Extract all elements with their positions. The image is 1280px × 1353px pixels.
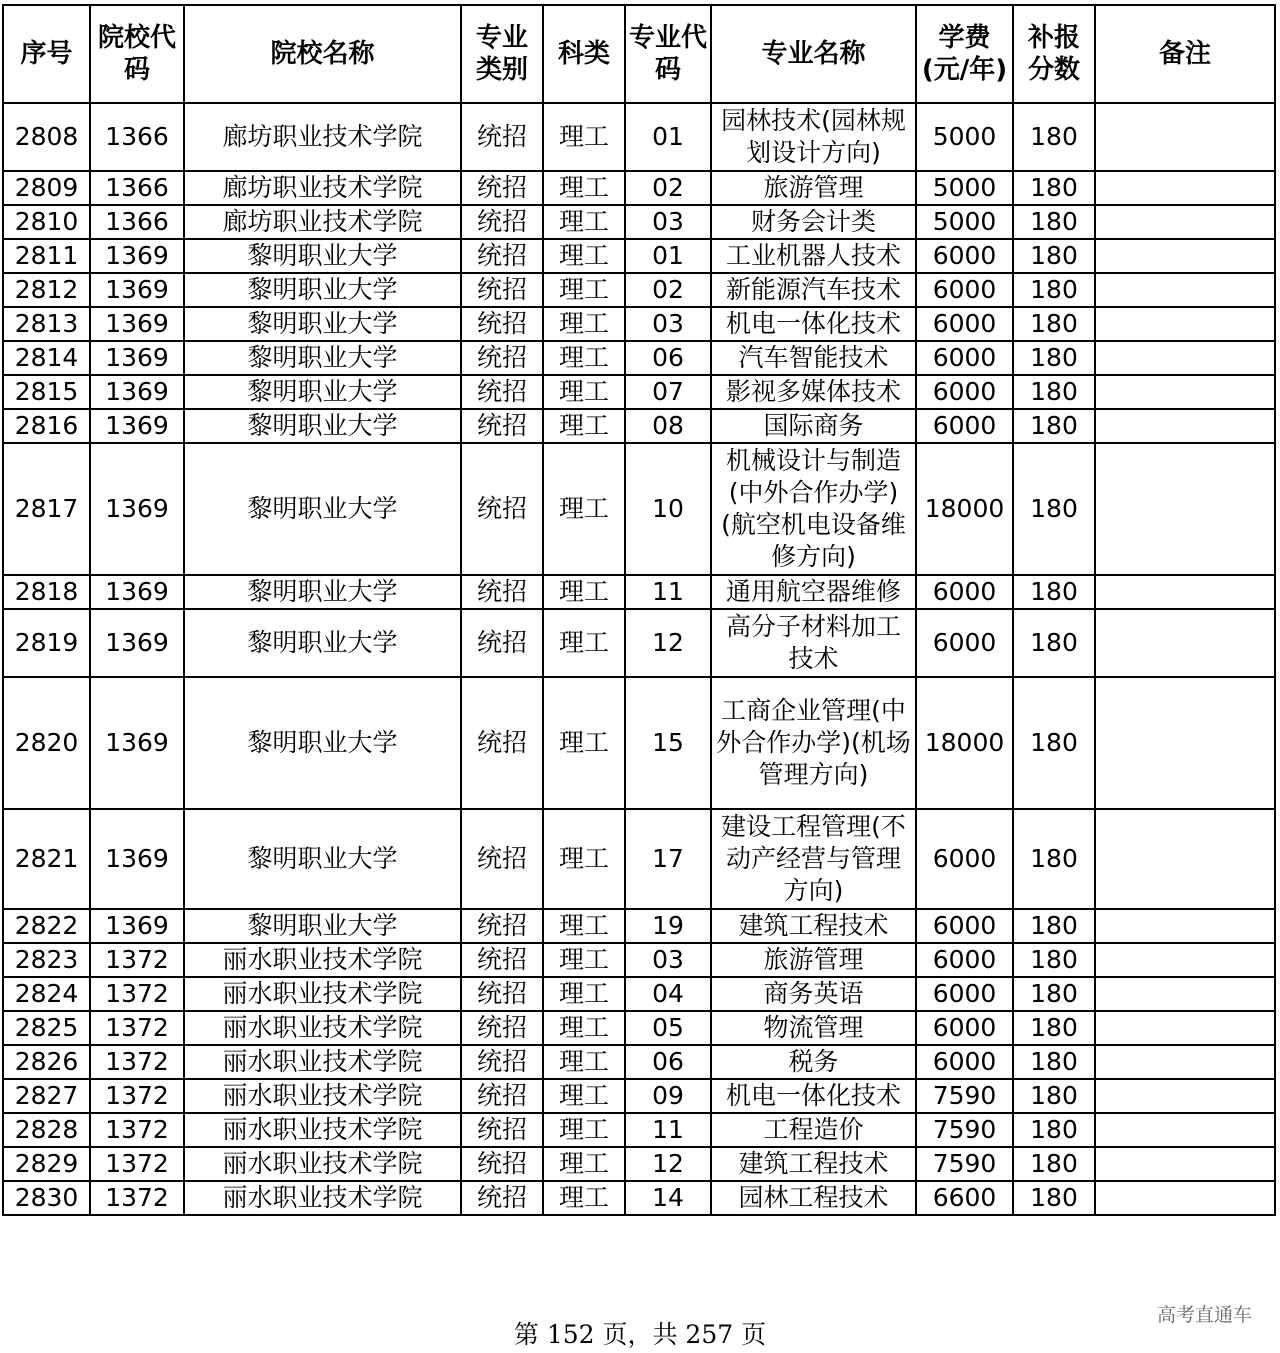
remark-cell xyxy=(1095,205,1275,239)
seq-cell: 2826 xyxy=(3,1045,90,1079)
tuition-cell: 6000 xyxy=(916,409,1013,443)
tuition-cell: 18000 xyxy=(916,677,1013,809)
major-code-cell: 02 xyxy=(625,171,711,205)
admission-table xyxy=(2,4,1276,1216)
major-name-cell: 高分子材料加工技术 xyxy=(711,609,916,677)
subject-cell: 理工 xyxy=(543,809,625,909)
school-name-cell: 黎明职业大学 xyxy=(184,307,461,341)
major-name-cell: 建筑工程技术 xyxy=(711,909,916,943)
tuition-cell: 6000 xyxy=(916,341,1013,375)
school-code-cell: 1369 xyxy=(90,239,184,273)
major-code-cell: 19 xyxy=(625,909,711,943)
score-cell: 180 xyxy=(1013,1147,1095,1181)
seq-cell: 2829 xyxy=(3,1147,90,1181)
table-body xyxy=(3,103,1275,1215)
major-code-cell: 15 xyxy=(625,677,711,809)
category-cell: 统招 xyxy=(461,171,543,205)
remark-cell xyxy=(1095,609,1275,677)
school-code-cell: 1372 xyxy=(90,943,184,977)
score-cell: 180 xyxy=(1013,341,1095,375)
school-code-cell: 1372 xyxy=(90,1079,184,1113)
table-row xyxy=(3,171,1275,205)
category-cell: 统招 xyxy=(461,103,543,171)
score-cell: 180 xyxy=(1013,575,1095,609)
remark-cell xyxy=(1095,409,1275,443)
table-row xyxy=(3,409,1275,443)
seq-cell: 2814 xyxy=(3,341,90,375)
category-cell: 统招 xyxy=(461,677,543,809)
subject-cell: 理工 xyxy=(543,375,625,409)
subject-cell: 理工 xyxy=(543,1045,625,1079)
school-code-cell: 1366 xyxy=(90,171,184,205)
remark-cell xyxy=(1095,443,1275,575)
tuition-cell: 5000 xyxy=(916,103,1013,171)
table-row xyxy=(3,103,1275,171)
school-code-cell: 1369 xyxy=(90,273,184,307)
school-name-cell: 丽水职业技术学院 xyxy=(184,943,461,977)
major-name-cell: 园林工程技术 xyxy=(711,1181,916,1215)
category-cell: 统招 xyxy=(461,1011,543,1045)
tuition-cell: 7590 xyxy=(916,1147,1013,1181)
header-cell: 院校代码 xyxy=(90,5,184,103)
major-code-cell: 11 xyxy=(625,575,711,609)
table-row xyxy=(3,943,1275,977)
school-code-cell: 1369 xyxy=(90,575,184,609)
subject-cell: 理工 xyxy=(543,103,625,171)
major-name-cell: 机电一体化技术 xyxy=(711,1079,916,1113)
score-cell: 180 xyxy=(1013,1079,1095,1113)
school-code-cell: 1369 xyxy=(90,307,184,341)
score-cell: 180 xyxy=(1013,171,1095,205)
category-cell: 统招 xyxy=(461,809,543,909)
seq-cell: 2809 xyxy=(3,171,90,205)
remark-cell xyxy=(1095,1181,1275,1215)
school-code-cell: 1372 xyxy=(90,1045,184,1079)
remark-cell xyxy=(1095,1113,1275,1147)
score-cell: 180 xyxy=(1013,1045,1095,1079)
seq-cell: 2813 xyxy=(3,307,90,341)
school-code-cell: 1369 xyxy=(90,909,184,943)
table-row xyxy=(3,239,1275,273)
header-cell: 备注 xyxy=(1095,5,1275,103)
school-name-cell: 黎明职业大学 xyxy=(184,809,461,909)
school-code-cell: 1372 xyxy=(90,1181,184,1215)
major-name-cell: 国际商务 xyxy=(711,409,916,443)
school-name-cell: 丽水职业技术学院 xyxy=(184,977,461,1011)
category-cell: 统招 xyxy=(461,375,543,409)
school-code-cell: 1369 xyxy=(90,809,184,909)
school-name-cell: 黎明职业大学 xyxy=(184,409,461,443)
school-code-cell: 1369 xyxy=(90,443,184,575)
major-code-cell: 17 xyxy=(625,809,711,909)
major-code-cell: 04 xyxy=(625,977,711,1011)
remark-cell xyxy=(1095,307,1275,341)
subject-cell: 理工 xyxy=(543,307,625,341)
score-cell: 180 xyxy=(1013,205,1095,239)
school-name-cell: 廊坊职业技术学院 xyxy=(184,171,461,205)
subject-cell: 理工 xyxy=(543,943,625,977)
header-cell: 科类 xyxy=(543,5,625,103)
major-code-cell: 07 xyxy=(625,375,711,409)
major-name-cell: 物流管理 xyxy=(711,1011,916,1045)
header-cell: 补报分数 xyxy=(1013,5,1095,103)
major-name-cell: 旅游管理 xyxy=(711,943,916,977)
school-name-cell: 黎明职业大学 xyxy=(184,341,461,375)
school-name-cell: 丽水职业技术学院 xyxy=(184,1011,461,1045)
major-code-cell: 09 xyxy=(625,1079,711,1113)
header-cell: 院校名称 xyxy=(184,5,461,103)
table-row xyxy=(3,977,1275,1011)
major-code-cell: 12 xyxy=(625,609,711,677)
school-name-cell: 廊坊职业技术学院 xyxy=(184,205,461,239)
score-cell: 180 xyxy=(1013,1011,1095,1045)
school-code-cell: 1366 xyxy=(90,103,184,171)
seq-cell: 2817 xyxy=(3,443,90,575)
score-cell: 180 xyxy=(1013,809,1095,909)
tuition-cell: 6000 xyxy=(916,575,1013,609)
tuition-cell: 7590 xyxy=(916,1079,1013,1113)
seq-cell: 2815 xyxy=(3,375,90,409)
major-code-cell: 03 xyxy=(625,943,711,977)
score-cell: 180 xyxy=(1013,273,1095,307)
tuition-cell: 6000 xyxy=(916,909,1013,943)
category-cell: 统招 xyxy=(461,1079,543,1113)
table-row xyxy=(3,1079,1275,1113)
subject-cell: 理工 xyxy=(543,1113,625,1147)
score-cell: 180 xyxy=(1013,1113,1095,1147)
page-footer: 第 152 页，共 257 页 xyxy=(513,1320,767,1349)
table-row xyxy=(3,1181,1275,1215)
category-cell: 统招 xyxy=(461,1113,543,1147)
tuition-cell: 5000 xyxy=(916,171,1013,205)
tuition-cell: 6000 xyxy=(916,809,1013,909)
school-name-cell: 黎明职业大学 xyxy=(184,273,461,307)
score-cell: 180 xyxy=(1013,1181,1095,1215)
score-cell: 180 xyxy=(1013,103,1095,171)
major-code-cell: 12 xyxy=(625,1147,711,1181)
category-cell: 统招 xyxy=(461,341,543,375)
remark-cell xyxy=(1095,273,1275,307)
seq-cell: 2824 xyxy=(3,977,90,1011)
major-name-cell: 机电一体化技术 xyxy=(711,307,916,341)
seq-cell: 2818 xyxy=(3,575,90,609)
major-name-cell: 建设工程管理(不动产经营与管理方向) xyxy=(711,809,916,909)
subject-cell: 理工 xyxy=(543,239,625,273)
subject-cell: 理工 xyxy=(543,443,625,575)
major-name-cell: 建筑工程技术 xyxy=(711,1147,916,1181)
major-code-cell: 06 xyxy=(625,1045,711,1079)
table-row xyxy=(3,273,1275,307)
major-name-cell: 财务会计类 xyxy=(711,205,916,239)
remark-cell xyxy=(1095,809,1275,909)
subject-cell: 理工 xyxy=(543,1181,625,1215)
remark-cell xyxy=(1095,1011,1275,1045)
table-row xyxy=(3,575,1275,609)
subject-cell: 理工 xyxy=(543,205,625,239)
major-code-cell: 06 xyxy=(625,341,711,375)
category-cell: 统招 xyxy=(461,943,543,977)
remark-cell xyxy=(1095,943,1275,977)
seq-cell: 2819 xyxy=(3,609,90,677)
school-name-cell: 丽水职业技术学院 xyxy=(184,1079,461,1113)
school-code-cell: 1369 xyxy=(90,409,184,443)
category-cell: 统招 xyxy=(461,273,543,307)
major-name-cell: 工程造价 xyxy=(711,1113,916,1147)
subject-cell: 理工 xyxy=(543,575,625,609)
category-cell: 统招 xyxy=(461,575,543,609)
school-code-cell: 1369 xyxy=(90,375,184,409)
seq-cell: 2825 xyxy=(3,1011,90,1045)
table-row xyxy=(3,443,1275,575)
major-code-cell: 01 xyxy=(625,103,711,171)
table-row xyxy=(3,1147,1275,1181)
subject-cell: 理工 xyxy=(543,609,625,677)
school-name-cell: 丽水职业技术学院 xyxy=(184,1181,461,1215)
remark-cell xyxy=(1095,1045,1275,1079)
major-code-cell: 05 xyxy=(625,1011,711,1045)
major-name-cell: 旅游管理 xyxy=(711,171,916,205)
table-row xyxy=(3,809,1275,909)
school-code-cell: 1369 xyxy=(90,341,184,375)
tuition-cell: 6000 xyxy=(916,943,1013,977)
header-cell: 学费(元/年) xyxy=(916,5,1013,103)
remark-cell xyxy=(1095,171,1275,205)
major-code-cell: 02 xyxy=(625,273,711,307)
seq-cell: 2828 xyxy=(3,1113,90,1147)
score-cell: 180 xyxy=(1013,375,1095,409)
subject-cell: 理工 xyxy=(543,409,625,443)
table-row xyxy=(3,677,1275,809)
major-name-cell: 新能源汽车技术 xyxy=(711,273,916,307)
school-name-cell: 丽水职业技术学院 xyxy=(184,1113,461,1147)
table-row xyxy=(3,609,1275,677)
tuition-cell: 18000 xyxy=(916,443,1013,575)
seq-cell: 2820 xyxy=(3,677,90,809)
school-name-cell: 黎明职业大学 xyxy=(184,677,461,809)
seq-cell: 2821 xyxy=(3,809,90,909)
major-name-cell: 工商企业管理(中外合作办学)(机场管理方向) xyxy=(711,677,916,809)
remark-cell xyxy=(1095,977,1275,1011)
table-row xyxy=(3,1113,1275,1147)
table-row xyxy=(3,909,1275,943)
subject-cell: 理工 xyxy=(543,909,625,943)
score-cell: 180 xyxy=(1013,609,1095,677)
seq-cell: 2816 xyxy=(3,409,90,443)
watermark: 高考直通车 xyxy=(1156,1304,1252,1326)
tuition-cell: 6000 xyxy=(916,273,1013,307)
school-code-cell: 1372 xyxy=(90,1113,184,1147)
seq-cell: 2830 xyxy=(3,1181,90,1215)
school-name-cell: 黎明职业大学 xyxy=(184,443,461,575)
subject-cell: 理工 xyxy=(543,677,625,809)
major-name-cell: 商务英语 xyxy=(711,977,916,1011)
category-cell: 统招 xyxy=(461,909,543,943)
school-name-cell: 黎明职业大学 xyxy=(184,609,461,677)
seq-cell: 2811 xyxy=(3,239,90,273)
major-name-cell: 影视多媒体技术 xyxy=(711,375,916,409)
header-cell: 序号 xyxy=(3,5,90,103)
seq-cell: 2822 xyxy=(3,909,90,943)
table-row xyxy=(3,307,1275,341)
school-name-cell: 黎明职业大学 xyxy=(184,375,461,409)
remark-cell xyxy=(1095,341,1275,375)
subject-cell: 理工 xyxy=(543,171,625,205)
major-code-cell: 01 xyxy=(625,239,711,273)
seq-cell: 2808 xyxy=(3,103,90,171)
remark-cell xyxy=(1095,677,1275,809)
score-cell: 180 xyxy=(1013,409,1095,443)
tuition-cell: 5000 xyxy=(916,205,1013,239)
remark-cell xyxy=(1095,909,1275,943)
major-code-cell: 14 xyxy=(625,1181,711,1215)
major-code-cell: 03 xyxy=(625,307,711,341)
category-cell: 统招 xyxy=(461,609,543,677)
table-row xyxy=(3,1045,1275,1079)
school-name-cell: 黎明职业大学 xyxy=(184,239,461,273)
tuition-cell: 6000 xyxy=(916,239,1013,273)
header-cell: 专业代码 xyxy=(625,5,711,103)
category-cell: 统招 xyxy=(461,239,543,273)
category-cell: 统招 xyxy=(461,409,543,443)
tuition-cell: 7590 xyxy=(916,1113,1013,1147)
seq-cell: 2810 xyxy=(3,205,90,239)
category-cell: 统招 xyxy=(461,307,543,341)
tuition-cell: 6000 xyxy=(916,375,1013,409)
score-cell: 180 xyxy=(1013,977,1095,1011)
school-name-cell: 丽水职业技术学院 xyxy=(184,1147,461,1181)
remark-cell xyxy=(1095,575,1275,609)
category-cell: 统招 xyxy=(461,443,543,575)
score-cell: 180 xyxy=(1013,677,1095,809)
table-row xyxy=(3,205,1275,239)
seq-cell: 2823 xyxy=(3,943,90,977)
score-cell: 180 xyxy=(1013,943,1095,977)
subject-cell: 理工 xyxy=(543,1147,625,1181)
header-row xyxy=(3,5,1275,103)
tuition-cell: 6000 xyxy=(916,307,1013,341)
school-name-cell: 廊坊职业技术学院 xyxy=(184,103,461,171)
subject-cell: 理工 xyxy=(543,341,625,375)
major-code-cell: 11 xyxy=(625,1113,711,1147)
table-row xyxy=(3,1011,1275,1045)
header-cell: 专业类别 xyxy=(461,5,543,103)
category-cell: 统招 xyxy=(461,1045,543,1079)
category-cell: 统招 xyxy=(461,205,543,239)
remark-cell xyxy=(1095,1147,1275,1181)
remark-cell xyxy=(1095,1079,1275,1113)
school-code-cell: 1369 xyxy=(90,609,184,677)
table-row xyxy=(3,375,1275,409)
school-code-cell: 1372 xyxy=(90,1147,184,1181)
school-name-cell: 黎明职业大学 xyxy=(184,909,461,943)
remark-cell xyxy=(1095,239,1275,273)
major-code-cell: 03 xyxy=(625,205,711,239)
school-name-cell: 黎明职业大学 xyxy=(184,575,461,609)
major-name-cell: 税务 xyxy=(711,1045,916,1079)
remark-cell xyxy=(1095,375,1275,409)
school-code-cell: 1372 xyxy=(90,977,184,1011)
tuition-cell: 6600 xyxy=(916,1181,1013,1215)
score-cell: 180 xyxy=(1013,307,1095,341)
school-code-cell: 1372 xyxy=(90,1011,184,1045)
major-name-cell: 通用航空器维修 xyxy=(711,575,916,609)
category-cell: 统招 xyxy=(461,977,543,1011)
school-name-cell: 丽水职业技术学院 xyxy=(184,1045,461,1079)
school-code-cell: 1369 xyxy=(90,677,184,809)
tuition-cell: 6000 xyxy=(916,609,1013,677)
score-cell: 180 xyxy=(1013,443,1095,575)
tuition-cell: 6000 xyxy=(916,977,1013,1011)
seq-cell: 2827 xyxy=(3,1079,90,1113)
subject-cell: 理工 xyxy=(543,977,625,1011)
header-cell: 专业名称 xyxy=(711,5,916,103)
tuition-cell: 6000 xyxy=(916,1045,1013,1079)
category-cell: 统招 xyxy=(461,1181,543,1215)
school-code-cell: 1366 xyxy=(90,205,184,239)
subject-cell: 理工 xyxy=(543,273,625,307)
seq-cell: 2812 xyxy=(3,273,90,307)
major-name-cell: 汽车智能技术 xyxy=(711,341,916,375)
score-cell: 180 xyxy=(1013,239,1095,273)
subject-cell: 理工 xyxy=(543,1079,625,1113)
subject-cell: 理工 xyxy=(543,1011,625,1045)
major-code-cell: 08 xyxy=(625,409,711,443)
major-name-cell: 工业机器人技术 xyxy=(711,239,916,273)
remark-cell xyxy=(1095,103,1275,171)
major-name-cell: 机械设计与制造(中外合作办学)(航空机电设备维修方向) xyxy=(711,443,916,575)
major-name-cell: 园林技术(园林规划设计方向) xyxy=(711,103,916,171)
score-cell: 180 xyxy=(1013,909,1095,943)
tuition-cell: 6000 xyxy=(916,1011,1013,1045)
major-code-cell: 10 xyxy=(625,443,711,575)
table-row xyxy=(3,341,1275,375)
category-cell: 统招 xyxy=(461,1147,543,1181)
